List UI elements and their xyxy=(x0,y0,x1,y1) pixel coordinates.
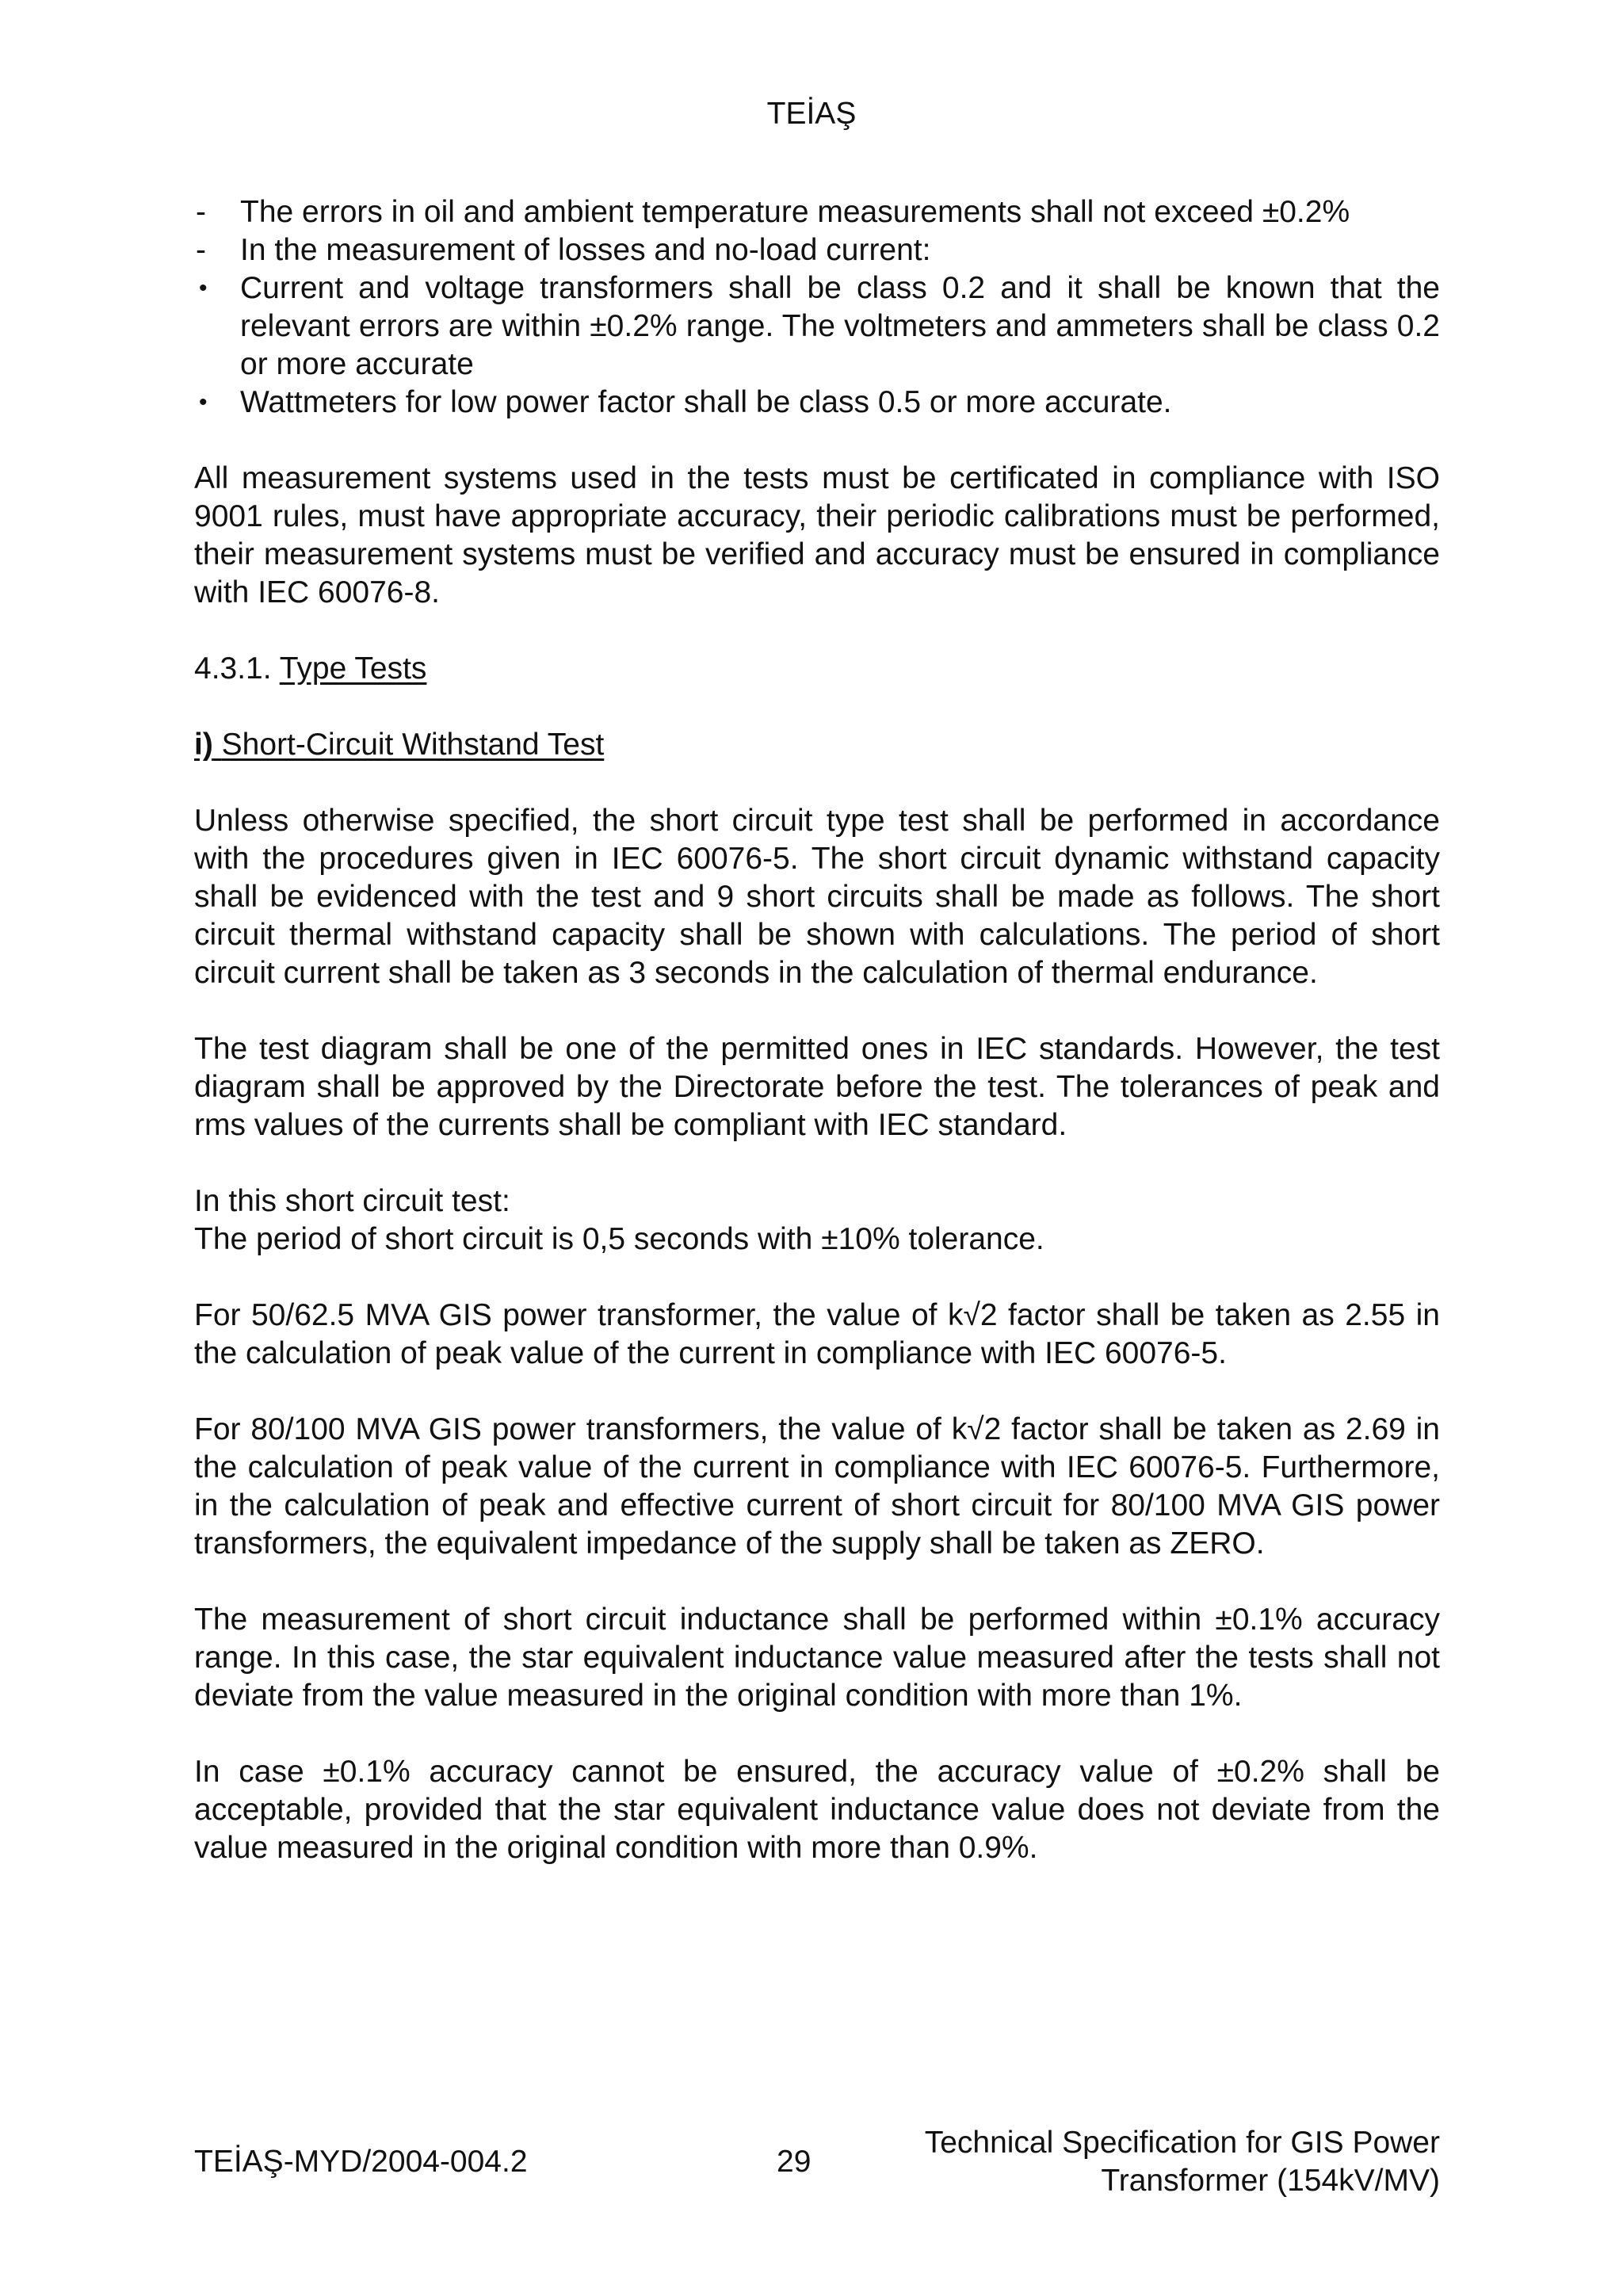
list-item-text: Wattmeters for low power factor shall be class 0.5 or more accurate. xyxy=(240,385,1172,419)
paragraph-procedure: Unless otherwise specified, the short circuit type test shall be performed in accordance with the procedures given in IEC 60076-5. The short circuit dynamic withstand capacity shall be evidenced with the test and 9 short circuits shall be made as follows. The short circuit thermal withstand capacity shall be shown with calculations. The period of short circuit current shall be taken as 3 seconds in the calculation of thermal endurance. xyxy=(194,804,1440,990)
list-item-text: In the measurement of losses and no-load current: xyxy=(240,233,931,267)
bullet-icon: • xyxy=(199,389,208,415)
bullet-icon: • xyxy=(199,275,208,301)
paragraph-measurement-systems: All measurement systems used in the tests must be certificated in compliance with ISO 9001 rules, must have appropriate accuracy, their periodic calibrations must be performed, their measurement systems must be verified and accuracy must be ensured in compliance with IEC 60076-8. xyxy=(194,461,1440,609)
list-item-text: The errors in oil and ambient temperature measurements shall not exceed ±0.2% xyxy=(240,195,1350,229)
paragraph-test-diagram: The test diagram shall be one of the permitted ones in IEC standards. However, the test diagram shall be approved by the Directorate before the test. The tolerances of peak and rms values of the currents shall be compliant with IEC standard. xyxy=(194,1032,1440,1142)
paragraph-inductance: The measurement of short circuit inductance shall be performed within ±0.1% accuracy range. In this case, the star equivalent inductance value measured after the tests shall not deviate from the value measured in the original condition with more than 1%. xyxy=(194,1603,1440,1713)
section-heading xyxy=(194,650,1440,688)
list-item xyxy=(194,269,1440,384)
subsection-label: i) xyxy=(194,728,213,762)
section-number: 4.3.1. xyxy=(194,651,272,686)
paragraph-test-intro: In this short circuit test: xyxy=(194,1184,510,1218)
page-header: TEİAŞ xyxy=(766,97,857,131)
subsection-heading xyxy=(194,726,1440,764)
paragraph-80-100-mva: For 80/100 MVA GIS power transformers, the value of k√2 factor shall be taken as 2.69 in the calculation of peak value of the current in compliance with IEC 60076-5. Furthermore, in the calculation of peak and effective current of short circuit for 80/100 MVA GIS power transformers, the equivalent impedance of the supply shall be taken as ZERO. xyxy=(194,1412,1440,1561)
list-item xyxy=(194,231,1440,269)
page-footer xyxy=(194,2124,1440,2203)
dash-marker: - xyxy=(196,195,206,229)
section-title: Type Tests xyxy=(279,651,427,686)
list-item-text: Current and voltage transformers shall be class 0.2 and it shall be known that the relevant errors are within ±0.2% range. The voltmeters and ammeters shall be class 0.2 or more accurate xyxy=(240,271,1440,381)
accuracy-list xyxy=(194,193,1440,422)
list-item xyxy=(194,193,1440,231)
document-title-line-1: Technical Specification for GIS Power xyxy=(924,2126,1440,2160)
page-number: 29 xyxy=(777,2145,812,2179)
list-item xyxy=(194,384,1440,422)
dash-marker: - xyxy=(196,233,206,267)
paragraph-accuracy-fallback: In case ±0.1% accuracy cannot be ensured, the accuracy value of ±0.2% shall be acceptable, provided that the star equivalent inductance value does not deviate from the value measured in the original condition with more than 0.9%. xyxy=(194,1755,1440,1865)
document-title-line-2: Transformer (154kV/MV) xyxy=(1101,2164,1440,2198)
page-body xyxy=(194,193,1440,1867)
document-title xyxy=(925,2124,1440,2200)
paragraph-50-62-mva: For 50/62.5 MVA GIS power transformer, the value of k√2 factor shall be taken as 2.55 in the calculation of peak value of the current in compliance with IEC 60076-5. xyxy=(194,1298,1440,1370)
paragraph-test-period: The period of short circuit is 0,5 seconds with ±10% tolerance. xyxy=(194,1222,1044,1256)
subsection-title: Short-Circuit Withstand Test xyxy=(221,728,605,762)
document-code: TEİAŞ-MYD/2004-004.2 xyxy=(194,2145,528,2179)
